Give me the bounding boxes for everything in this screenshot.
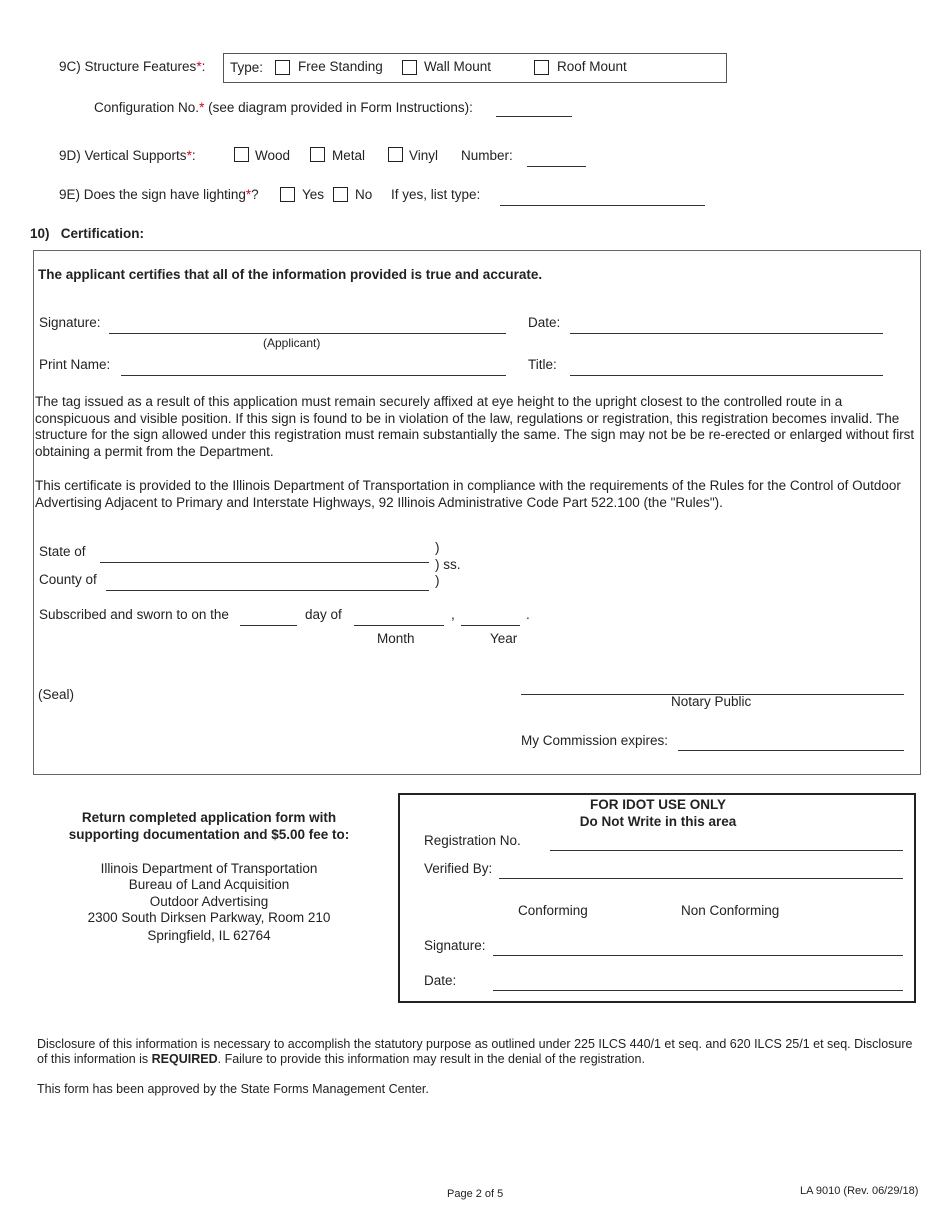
county-of-input[interactable] — [106, 575, 429, 591]
year-caption: Year — [490, 631, 518, 646]
sworn-year-input[interactable] — [461, 610, 520, 626]
date-comma: , — [451, 607, 455, 622]
lighting-text: 9E) Does the sign have lighting — [59, 187, 246, 202]
subscribed-label: Subscribed and sworn to on the — [39, 607, 229, 622]
idot-signature-label: Signature: — [424, 938, 486, 953]
vinyl-label: Vinyl — [409, 148, 439, 163]
configuration-number-input[interactable] — [496, 101, 572, 117]
number-label: Number: — [461, 148, 513, 163]
day-of-label: day of — [305, 607, 342, 622]
verified-by-input[interactable] — [499, 863, 903, 879]
type-label: Type: — [230, 60, 264, 75]
form-id: LA 9010 (Rev. 06/29/18) — [800, 1185, 919, 1197]
print-name-input[interactable] — [121, 360, 506, 376]
disclosure-part-1: Disclosure of this information is necessary to accomplish the statutory purpose as outlined under 225 ILCS 440/1 et seq. and 620 ILCS 25/1 et seq. Disclosure of this information is — [37, 1037, 913, 1066]
label-suffix: : — [191, 148, 196, 163]
page-number: Page 2 of 5 — [447, 1188, 504, 1200]
paren-top: ) — [435, 540, 440, 555]
label-suffix: ? — [251, 187, 259, 202]
configuration-suffix: (see diagram provided in Form Instructions): — [204, 100, 473, 115]
notary-signature-input[interactable] — [521, 679, 904, 695]
title-input[interactable] — [570, 360, 883, 376]
vinyl-checkbox[interactable] — [388, 147, 403, 162]
state-of-label: State of — [39, 544, 86, 559]
required-marker: * — [199, 100, 205, 115]
lighting-yes-label: Yes — [302, 187, 325, 202]
lighting-label — [59, 187, 259, 202]
required-marker: * — [245, 187, 252, 202]
approved-text: This form has been approved by the State Forms Management Center. — [37, 1082, 429, 1096]
configuration-text: Configuration No. — [94, 100, 200, 115]
sworn-day-input[interactable] — [240, 610, 297, 626]
address-line-2: Bureau of Land Acquisition — [128, 877, 290, 892]
signature-label: Signature: — [39, 315, 101, 330]
required-marker: * — [186, 148, 192, 163]
registration-label: Registration No. — [424, 833, 521, 848]
idot-date-label: Date: — [424, 973, 457, 988]
commission-label: My Commission expires: — [521, 733, 669, 748]
roof-mount-label: Roof Mount — [557, 59, 627, 74]
return-heading-2: supporting documentation and $5.00 fee to: — [68, 827, 350, 842]
return-heading-1: Return completed application form with — [81, 810, 337, 825]
wall-mount-label: Wall Mount — [424, 59, 492, 74]
metal-label: Metal — [332, 148, 366, 163]
structure-features-text: 9C) Structure Features — [59, 59, 197, 74]
verified-by-label: Verified By: — [424, 861, 493, 876]
lighting-type-input[interactable] — [500, 190, 705, 206]
notary-caption: Notary Public — [671, 694, 752, 709]
registration-number-input[interactable] — [550, 835, 903, 851]
certificate-paragraph: This certificate is provided to the Illinois Department of Transportation in compliance with the requirements of the Rules for the Control of Outdoor Advertising Adjacent to Primary and Interstate Highways, 92 Illinois Administrative Code Part 522.100 (the "Rules"). — [35, 478, 901, 510]
lighting-no-label: No — [355, 187, 373, 202]
applicant-date-input[interactable] — [570, 318, 883, 334]
structure-features-label — [59, 59, 205, 74]
configuration-label — [94, 100, 473, 115]
address-line-4: 2300 South Dirksen Parkway, Room 210 — [87, 910, 331, 925]
idot-date-input[interactable] — [493, 975, 903, 991]
non-conforming-label: Non Conforming — [681, 903, 780, 918]
title-label: Title: — [528, 357, 557, 372]
ss-label: ) ss. — [435, 557, 461, 572]
applicant-signature-input[interactable] — [109, 318, 506, 334]
vertical-supports-label — [59, 148, 196, 163]
idot-title-2: Do Not Write in this area — [579, 814, 737, 829]
applicant-caption: (Applicant) — [263, 336, 321, 350]
commission-expires-input[interactable] — [678, 735, 904, 751]
label-suffix: : — [201, 59, 206, 74]
idot-signature-input[interactable] — [493, 940, 903, 956]
certification-heading: 10) Certification: — [30, 226, 145, 241]
seal-label: (Seal) — [38, 687, 75, 702]
wood-label: Wood — [255, 148, 291, 163]
disclosure-text — [37, 1037, 917, 1067]
address-line-5: Springfield, IL 62764 — [147, 928, 271, 943]
free-standing-checkbox[interactable] — [275, 60, 290, 75]
address-line-3: Outdoor Advertising — [149, 894, 269, 909]
disclosure-required: REQUIRED — [151, 1052, 218, 1066]
disclosure-part-2: . Failure to provide this information may result in the denial of the registration. — [217, 1052, 645, 1066]
wood-checkbox[interactable] — [234, 147, 249, 162]
supports-number-input[interactable] — [527, 151, 586, 167]
print-name-label: Print Name: — [39, 357, 111, 372]
metal-checkbox[interactable] — [310, 147, 325, 162]
county-of-label: County of — [39, 572, 97, 587]
month-caption: Month — [377, 631, 415, 646]
conforming-label: Conforming — [518, 903, 588, 918]
lighting-yes-checkbox[interactable] — [280, 187, 295, 202]
vertical-supports-text: 9D) Vertical Supports — [59, 148, 187, 163]
tag-paragraph: The tag issued as a result of this application must remain securely affixed at eye height to the upright closest to the controlled route in a conspicuous and visible position. If this sign is found to be in violation of the law, regulations or registration, this registration becomes invalid. The structure for the sign allowed under this registration must remain substantially the same. The sign may not be be re-erected or enlarged without first obtaining a permit from the Department. — [35, 394, 915, 459]
date-label: Date: — [528, 315, 561, 330]
paren-bottom: ) — [435, 573, 440, 588]
free-standing-label: Free Standing — [298, 59, 383, 74]
roof-mount-checkbox[interactable] — [534, 60, 549, 75]
address-line-1: Illinois Department of Transportation — [100, 861, 318, 876]
certify-statement: The applicant certifies that all of the information provided is true and accurate. — [38, 267, 543, 282]
wall-mount-checkbox[interactable] — [402, 60, 417, 75]
idot-title-1: FOR IDOT USE ONLY — [589, 797, 726, 812]
required-marker: * — [196, 59, 202, 74]
state-of-input[interactable] — [100, 547, 429, 563]
date-period: . — [526, 607, 530, 622]
lighting-no-checkbox[interactable] — [333, 187, 348, 202]
list-type-label: If yes, list type: — [391, 187, 481, 202]
sworn-month-input[interactable] — [354, 610, 444, 626]
